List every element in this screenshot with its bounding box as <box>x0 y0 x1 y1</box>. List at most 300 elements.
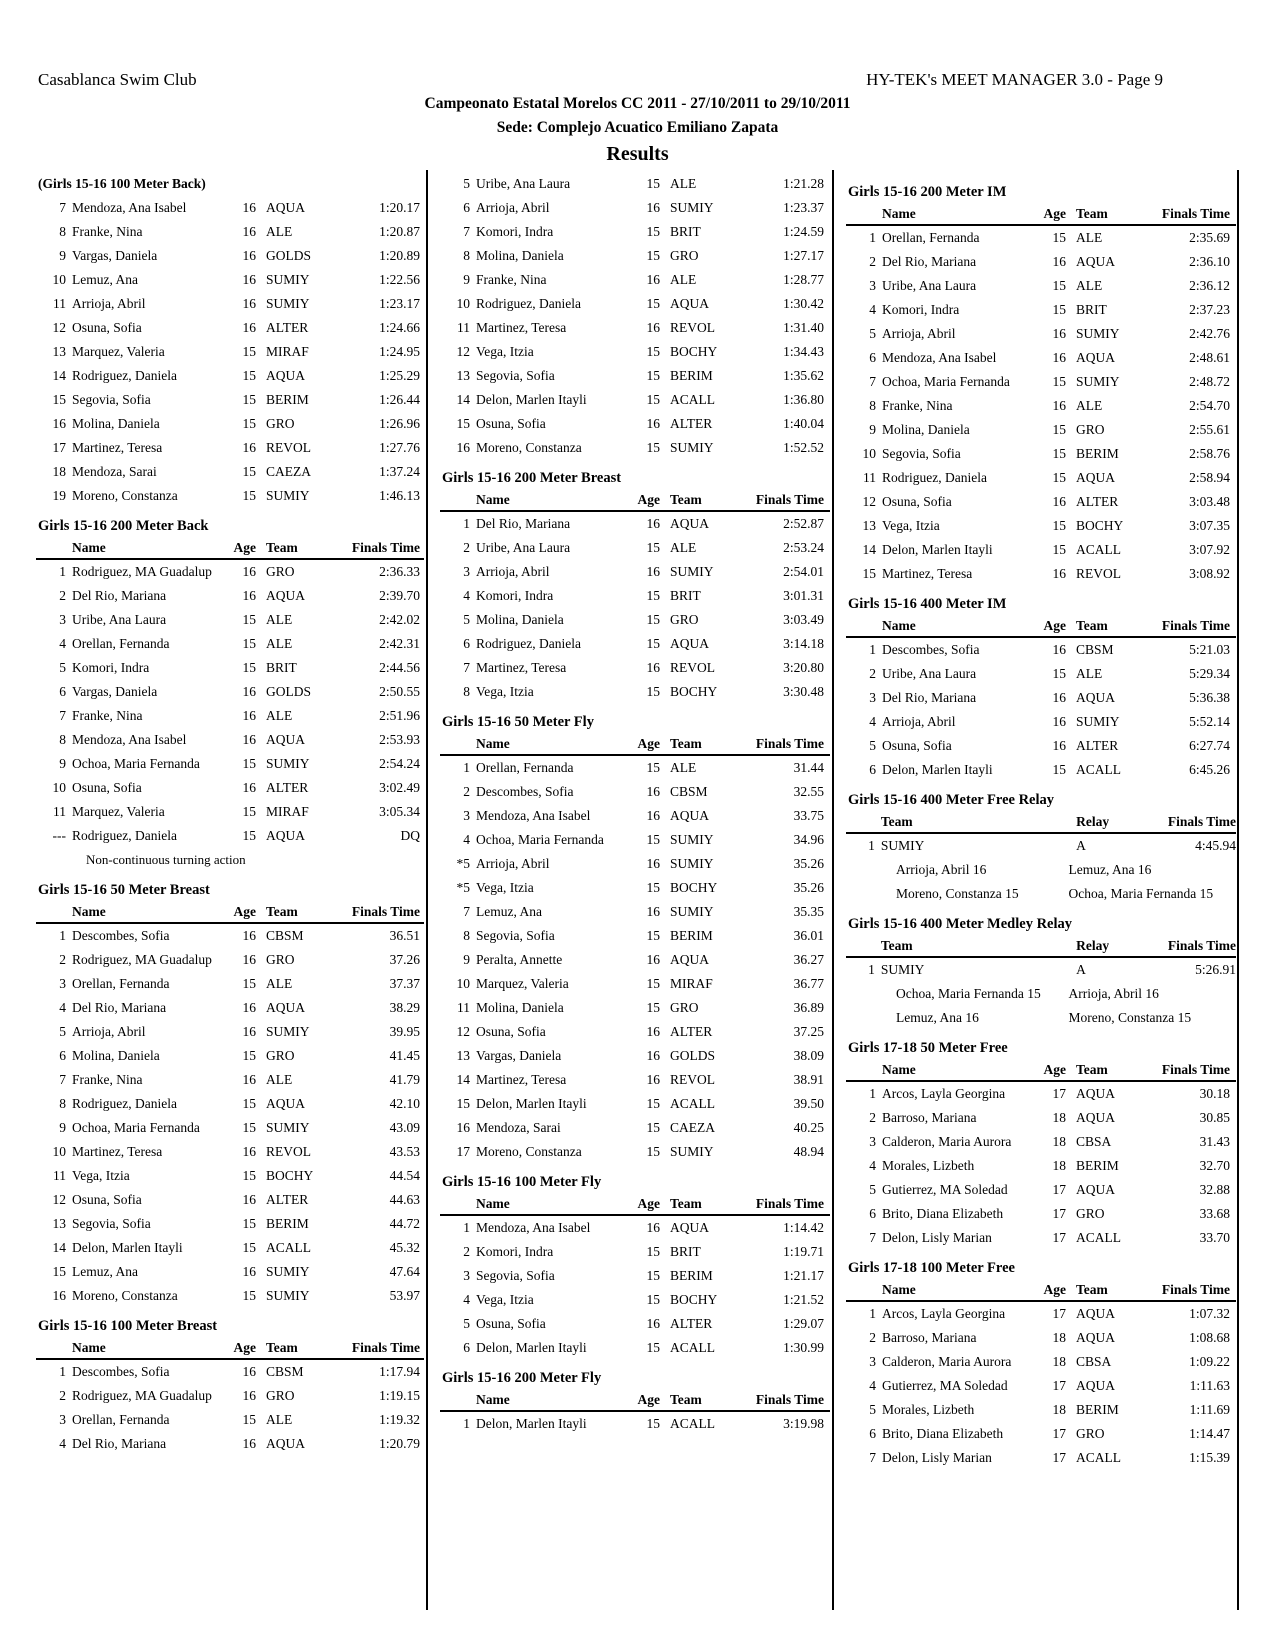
swimmer-name: Segovia, Sofia <box>476 1268 555 1283</box>
club-name: Casablanca Swim Club <box>38 70 197 89</box>
table-row <box>440 536 830 560</box>
place: 1 <box>869 642 876 657</box>
team: GRO <box>1076 1206 1105 1221</box>
age: 15 <box>1052 666 1066 681</box>
event-breast100 <box>36 1314 424 1456</box>
header-finals-time: Finals Time <box>755 1392 824 1407</box>
header-name: Name <box>882 1282 916 1297</box>
place: 12 <box>456 344 470 359</box>
finals-time: 3:07.92 <box>1189 542 1230 557</box>
table-row <box>846 370 1236 394</box>
team: SUMIY <box>266 488 310 503</box>
team: GOLDS <box>266 684 312 699</box>
place: 5 <box>463 176 470 191</box>
swimmer-name: Morales, Lizbeth <box>882 1158 975 1173</box>
finals-time: 41.45 <box>389 1048 420 1063</box>
team: AQUA <box>266 200 305 215</box>
column-divider <box>832 170 834 1610</box>
swimmer-name: Delon, Marlen Itayli <box>476 1096 587 1111</box>
finals-time: 35.35 <box>793 904 824 919</box>
table-row <box>440 1216 830 1240</box>
table-row <box>440 828 830 852</box>
finals-time: 2:55.61 <box>1189 422 1230 437</box>
table-row <box>440 756 830 780</box>
team: BOCHY <box>670 684 718 699</box>
header-team: Team <box>880 814 913 829</box>
event-title: Girls 17-18 50 Meter Free <box>848 1040 1008 1056</box>
team: AQUA <box>266 732 305 747</box>
event-title: Girls 15-16 50 Meter Breast <box>38 882 210 898</box>
swimmer-name: Osuna, Sofia <box>72 1192 142 1207</box>
header-team: Team <box>1076 1282 1108 1297</box>
team: AQUA <box>670 952 709 967</box>
age: 16 <box>646 272 660 287</box>
venue-title: Sede: Complejo Acuatico Emiliano Zapata <box>496 119 779 136</box>
finals-time: 1:25.29 <box>379 368 420 383</box>
place: 7 <box>463 904 470 919</box>
place: 8 <box>869 398 876 413</box>
place: 10 <box>456 296 470 311</box>
age: 17 <box>1052 1182 1066 1197</box>
header-finals-time: Finals Time <box>755 736 824 751</box>
finals-time: 31.43 <box>1199 1134 1230 1149</box>
finals-time: 53.97 <box>389 1288 420 1303</box>
age: 16 <box>242 1072 256 1087</box>
place: 8 <box>59 732 66 747</box>
table-row <box>440 632 830 656</box>
software-page-label: HY-TEK's MEET MANAGER 3.0 - Page 9 <box>866 70 1163 89</box>
table-row <box>440 1312 830 1336</box>
age: 17 <box>1052 1086 1066 1101</box>
header-team: Team <box>1076 618 1108 633</box>
team: SUMIY <box>266 1288 310 1303</box>
header-name: Name <box>72 1340 106 1355</box>
finals-time: 2:54.70 <box>1189 398 1230 413</box>
place: 12 <box>862 494 876 509</box>
age: 15 <box>646 1120 660 1135</box>
place: 6 <box>463 200 470 215</box>
team: REVOL <box>266 440 311 455</box>
table-row <box>846 394 1236 418</box>
header-age: Age <box>637 1196 660 1211</box>
swimmer-name: Brito, Diana Elizabeth <box>882 1426 1004 1441</box>
swimmer-name: Vargas, Daniela <box>476 1048 562 1063</box>
age: 18 <box>1052 1402 1066 1417</box>
finals-time: 1:31.40 <box>783 320 824 335</box>
team: AQUA <box>670 636 709 651</box>
age: 15 <box>242 392 256 407</box>
table-row <box>36 1044 424 1068</box>
relay-swimmer: Arrioja, Abril 16 <box>1068 986 1159 1001</box>
finals-time: 3:07.35 <box>1189 518 1230 533</box>
header-place <box>846 936 881 956</box>
finals-time: 1:30.42 <box>783 296 824 311</box>
place: 13 <box>456 1048 470 1063</box>
finals-time: 39.50 <box>793 1096 824 1111</box>
table-row <box>36 1116 424 1140</box>
place: 11 <box>53 296 66 311</box>
swimmer-name: Orellan, Fernanda <box>72 1412 170 1427</box>
swimmer-name: Brito, Diana Elizabeth <box>882 1206 1004 1221</box>
swimmer-name: Delon, Lisly Marian <box>882 1450 992 1465</box>
age: 16 <box>646 952 660 967</box>
place: 3 <box>463 808 470 823</box>
finals-time: 33.68 <box>1199 1206 1230 1221</box>
table-row <box>36 1384 424 1408</box>
age: 15 <box>646 976 660 991</box>
team: SUMIY <box>266 1024 310 1039</box>
swimmer-name: Del Rio, Mariana <box>72 1000 167 1015</box>
finals-time: 32.55 <box>793 784 824 799</box>
finals-time: 6:27.74 <box>1189 738 1230 753</box>
header-team: Team <box>1076 1062 1108 1077</box>
team: SUMIY <box>670 440 714 455</box>
finals-time: 1:09.22 <box>1189 1354 1230 1369</box>
table-row <box>846 758 1236 782</box>
table-row <box>846 1398 1236 1422</box>
swimmer-name: Descombes, Sofia <box>476 784 574 799</box>
table-row <box>846 1350 1236 1374</box>
finals-time: 1:36.80 <box>783 392 824 407</box>
swimmer-name: Franke, Nina <box>72 708 143 723</box>
finals-time: 1:20.89 <box>379 248 420 263</box>
swimmer-name: Osuna, Sofia <box>882 494 952 509</box>
table-row <box>440 584 830 608</box>
team: REVOL <box>670 320 715 335</box>
place: 8 <box>463 928 470 943</box>
header-relay: Relay <box>1076 814 1110 829</box>
header-team: Team <box>1076 206 1108 221</box>
place: 7 <box>869 1230 876 1245</box>
event-title: Girls 15-16 200 Meter Back <box>38 518 209 534</box>
table-row <box>846 490 1236 514</box>
age: 18 <box>1052 1330 1066 1345</box>
swimmer-name: Arrioja, Abril <box>476 856 550 871</box>
swimmer-name: Molina, Daniela <box>72 416 160 431</box>
finals-time: 2:58.94 <box>1189 470 1230 485</box>
swimmer-name: Vargas, Daniela <box>72 248 158 263</box>
finals-time: 1:19.71 <box>783 1244 824 1259</box>
table-row <box>36 800 424 824</box>
table-header <box>846 204 1236 226</box>
swimmer-name: Vega, Itzia <box>72 1168 130 1183</box>
team: ACALL <box>670 1416 715 1431</box>
relay-swimmers-row <box>846 982 1236 1006</box>
swimmer-name: Osuna, Sofia <box>476 1024 546 1039</box>
swimmer-name: Marquez, Valeria <box>476 976 569 991</box>
age: 16 <box>242 1192 256 1207</box>
finals-time: 1:24.59 <box>783 224 824 239</box>
header-age: Age <box>637 736 660 751</box>
swimmer-name: Franke, Nina <box>476 272 547 287</box>
swimmer-name: Calderon, Maria Aurora <box>882 1354 1012 1369</box>
swimmer-name: Vega, Itzia <box>476 880 534 895</box>
swimmer-name: Marquez, Valeria <box>72 344 165 359</box>
age: 15 <box>646 440 660 455</box>
table-row <box>440 196 830 220</box>
team: BERIM <box>266 392 309 407</box>
swimmer-name: Descombes, Sofia <box>72 928 170 943</box>
table-row <box>440 1140 830 1164</box>
header-team: Team <box>670 1196 702 1211</box>
event-back100-continued <box>36 172 424 508</box>
team: AQUA <box>266 588 305 603</box>
team: AQUA <box>1076 690 1115 705</box>
header-name: Name <box>476 1196 510 1211</box>
relay-swimmers-row <box>846 882 1236 906</box>
place: 3 <box>463 564 470 579</box>
table-row <box>440 1412 830 1436</box>
finals-time: 44.54 <box>389 1168 420 1183</box>
age: 16 <box>646 416 660 431</box>
swimmer-name: Mendoza, Ana Isabel <box>72 200 187 215</box>
age: 16 <box>646 200 660 215</box>
team: GRO <box>266 564 295 579</box>
place: 16 <box>52 1288 66 1303</box>
age: 15 <box>1052 542 1066 557</box>
event-title: Girls 17-18 100 Meter Free <box>848 1260 1015 1276</box>
age: 16 <box>242 588 256 603</box>
swimmer-name: Ochoa, Maria Fernanda <box>72 756 200 771</box>
finals-time: 42.10 <box>389 1096 420 1111</box>
age: 15 <box>646 540 660 555</box>
finals-time: 1:35.62 <box>783 368 824 383</box>
place: 1 <box>868 962 875 977</box>
team: ACALL <box>1076 1230 1121 1245</box>
table-row <box>36 436 424 460</box>
age: 18 <box>1052 1158 1066 1173</box>
age: 15 <box>646 392 660 407</box>
swimmer-name: Delon, Lisly Marian <box>882 1230 992 1245</box>
team: AQUA <box>670 808 709 823</box>
table-row <box>846 442 1236 466</box>
header-finals-time: Finals Time <box>1161 1282 1230 1297</box>
finals-time: 48.94 <box>793 1144 824 1159</box>
relay-swimmer: Arrioja, Abril 16 <box>896 862 987 877</box>
place: 4 <box>59 1000 66 1015</box>
swimmer-name: Rodriguez, Daniela <box>476 636 581 651</box>
swimmer-name: Descombes, Sofia <box>72 1364 170 1379</box>
table-row <box>36 1260 424 1284</box>
finals-time: 43.53 <box>389 1144 420 1159</box>
finals-time: 36.51 <box>389 928 420 943</box>
header-age: Age <box>1043 1282 1066 1297</box>
age: 16 <box>242 1264 256 1279</box>
table-row <box>36 388 424 412</box>
place: --- <box>52 828 66 843</box>
team: ALTER <box>266 780 309 795</box>
swimmer-name: Arrioja, Abril <box>72 296 146 311</box>
place: 12 <box>52 320 66 335</box>
swimmer-name: Uribe, Ana Laura <box>882 666 977 681</box>
header-name: Name <box>476 1392 510 1407</box>
team: ALE <box>266 708 293 723</box>
header-finals-time: Finals Time <box>351 1340 420 1355</box>
place: 5 <box>869 1182 876 1197</box>
place: 3 <box>463 1268 470 1283</box>
finals-time: 1:28.77 <box>783 272 824 287</box>
place: 4 <box>869 1378 876 1393</box>
team: ACALL <box>670 1096 715 1111</box>
age: 15 <box>646 1340 660 1355</box>
table-row <box>846 466 1236 490</box>
table-row <box>440 316 830 340</box>
team: AQUA <box>1076 1330 1115 1345</box>
age: 16 <box>242 952 256 967</box>
finals-time: 2:35.69 <box>1189 230 1230 245</box>
place: 16 <box>456 440 470 455</box>
swimmer-name: Mendoza, Ana Isabel <box>476 1220 591 1235</box>
finals-time: 32.88 <box>1199 1182 1230 1197</box>
team: GRO <box>1076 1426 1105 1441</box>
age: 15 <box>646 832 660 847</box>
table-row <box>36 972 424 996</box>
team: AQUA <box>1076 1182 1115 1197</box>
team: ALE <box>670 540 697 555</box>
table-row <box>36 996 424 1020</box>
swimmer-name: Komori, Indra <box>476 588 554 603</box>
age: 16 <box>242 440 256 455</box>
team: AQUA <box>670 296 709 311</box>
age: 15 <box>242 1240 256 1255</box>
table-row <box>36 412 424 436</box>
finals-time: 2:36.12 <box>1189 278 1230 293</box>
age: 16 <box>646 904 660 919</box>
finals-time: 3:02.49 <box>379 780 420 795</box>
place: 14 <box>52 1240 66 1255</box>
event-fly200 <box>440 1366 830 1436</box>
place: 8 <box>463 248 470 263</box>
table-row <box>846 538 1236 562</box>
finals-time: 36.01 <box>793 928 824 943</box>
table-row <box>440 512 830 536</box>
swimmer-name: Gutierrez, MA Soledad <box>882 1378 1008 1393</box>
table-row <box>846 1154 1236 1178</box>
header-name: Name <box>72 904 106 919</box>
swimmer-name: Molina, Daniela <box>476 248 564 263</box>
results-column-middle <box>440 172 830 1442</box>
swimmer-name: Rodriguez, Daniela <box>882 470 987 485</box>
age: 16 <box>242 684 256 699</box>
table-row <box>36 632 424 656</box>
team: ALE <box>266 636 293 651</box>
relay-row <box>846 958 1236 982</box>
age: 15 <box>242 976 256 991</box>
relay-letter: A <box>1076 962 1086 977</box>
place: 7 <box>59 708 66 723</box>
header-team: Team <box>670 736 702 751</box>
swimmer-name: Uribe, Ana Laura <box>476 176 571 191</box>
finals-time: 2:53.24 <box>783 540 824 555</box>
age: 16 <box>242 780 256 795</box>
age: 16 <box>242 1364 256 1379</box>
age: 15 <box>242 828 256 843</box>
swimmer-name: Peralta, Annette <box>476 952 563 967</box>
table-row <box>440 364 830 388</box>
table-row <box>440 1092 830 1116</box>
age: 15 <box>646 344 660 359</box>
finals-time: 4:45.94 <box>1195 838 1236 853</box>
team: BERIM <box>1076 446 1119 461</box>
team: BOCHY <box>266 1168 314 1183</box>
team: AQUA <box>670 1220 709 1235</box>
finals-time: 37.37 <box>389 976 420 991</box>
swimmer-name: Moreno, Constanza <box>476 1144 582 1159</box>
swimmer-name: Delon, Marlen Itayli <box>882 762 993 777</box>
header-place <box>440 734 476 754</box>
age: 16 <box>1052 254 1066 269</box>
table-row <box>440 220 830 244</box>
table-row <box>846 662 1236 686</box>
finals-time: 1:20.79 <box>379 1436 420 1451</box>
header-age: Age <box>233 1340 256 1355</box>
finals-time: 1:21.17 <box>783 1268 824 1283</box>
table-row <box>846 250 1236 274</box>
team: BERIM <box>670 368 713 383</box>
age: 17 <box>1052 1378 1066 1393</box>
age: 15 <box>1052 422 1066 437</box>
table-row <box>36 292 424 316</box>
event-title: Girls 15-16 200 Meter Breast <box>442 470 622 486</box>
results-heading: Results <box>606 143 669 165</box>
team: ACALL <box>670 1340 715 1355</box>
finals-time: 34.96 <box>793 832 824 847</box>
table-row <box>440 656 830 680</box>
finals-time: 2:42.02 <box>379 612 420 627</box>
place: 1 <box>869 230 876 245</box>
finals-time: 35.26 <box>793 880 824 895</box>
swimmer-name: Molina, Daniela <box>476 612 564 627</box>
table-row <box>440 388 830 412</box>
finals-time: 39.95 <box>389 1024 420 1039</box>
place: 9 <box>463 952 470 967</box>
finals-time: 1:30.99 <box>783 1340 824 1355</box>
finals-time: 3:01.31 <box>783 588 824 603</box>
swimmer-name: Martinez, Teresa <box>72 440 163 455</box>
age: 16 <box>646 660 660 675</box>
finals-time: 1:27.76 <box>379 440 420 455</box>
table-row <box>36 364 424 388</box>
age: 16 <box>646 856 660 871</box>
team: SUMIY <box>670 832 714 847</box>
finals-time: 5:21.03 <box>1189 642 1230 657</box>
swimmer-name: Ochoa, Maria Fernanda <box>882 374 1010 389</box>
event-title: (Girls 15-16 100 Meter Back) <box>38 176 206 191</box>
place: 6 <box>869 762 876 777</box>
table-row <box>440 292 830 316</box>
age: 16 <box>242 1388 256 1403</box>
finals-time: 2:52.87 <box>783 516 824 531</box>
age: 15 <box>646 612 660 627</box>
table-row <box>440 1020 830 1044</box>
age: 15 <box>1052 230 1066 245</box>
place: 2 <box>463 784 470 799</box>
table-row <box>36 680 424 704</box>
swimmer-name: Segovia, Sofia <box>72 1216 151 1231</box>
age: 16 <box>242 248 256 263</box>
finals-time: 1:14.47 <box>1189 1426 1230 1441</box>
place: 15 <box>862 566 876 581</box>
header-place <box>846 812 881 832</box>
place: 5 <box>869 326 876 341</box>
swimmer-name: Uribe, Ana Laura <box>72 612 167 627</box>
swimmer-name: Osuna, Sofia <box>476 1316 546 1331</box>
team: MIRAF <box>266 804 309 819</box>
team: CBSA <box>1076 1354 1112 1369</box>
table-row <box>440 972 830 996</box>
team: GRO <box>670 612 699 627</box>
finals-time: 44.72 <box>389 1216 420 1231</box>
